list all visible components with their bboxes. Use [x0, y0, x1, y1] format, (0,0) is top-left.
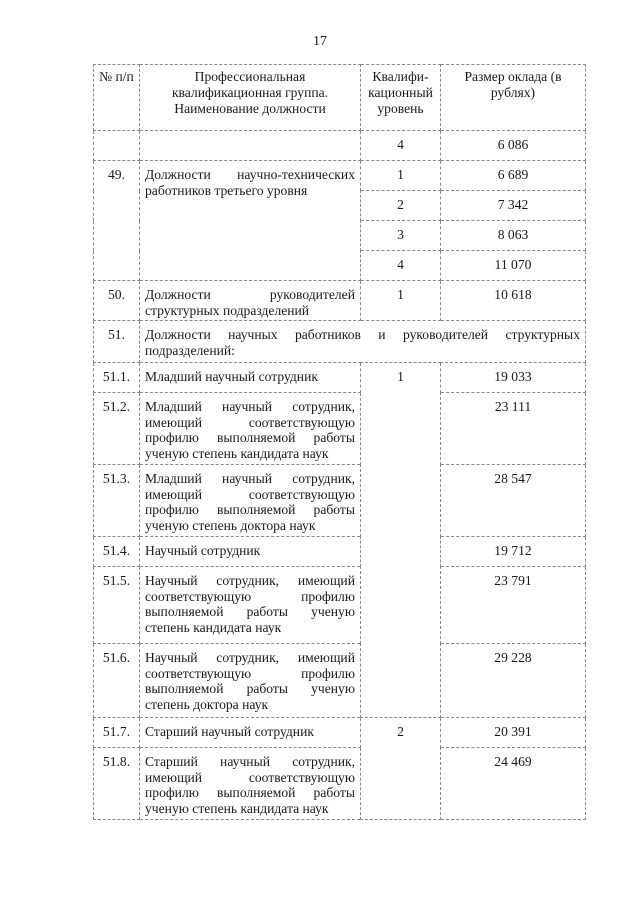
row-name: Должности руководителей структурных подразделений — [140, 281, 361, 321]
row-salary: 8 063 — [441, 221, 586, 251]
row-number: 51. — [94, 321, 140, 363]
row-salary: 24 469 — [441, 748, 586, 820]
row-level: 2 — [361, 191, 441, 221]
row-salary: 20 391 — [441, 718, 586, 748]
row-salary: 29 228 — [441, 644, 586, 718]
row-name: Научный сотрудник, имеющий соответствующую профилю выполняемой работы ученую степень доктора наук — [140, 644, 361, 718]
table-row — [94, 161, 586, 191]
row-number: 51.4. — [94, 537, 140, 567]
table-row — [94, 281, 586, 321]
row-level: 4 — [361, 251, 441, 281]
header-number: № п/п — [94, 65, 140, 131]
salary-table — [93, 64, 586, 820]
row-name: Старший научный сотрудник, имеющий соответствующую профилю выполняемой работы ученую степень кандидата наук — [140, 748, 361, 820]
row-name: Младший научный сотрудник, имеющий соответствующую профилю выполняемой работы ученую степень кандидата наук — [140, 393, 361, 465]
row-number: 51.5. — [94, 567, 140, 644]
row-salary: 11 070 — [441, 251, 586, 281]
row-salary: 6 086 — [441, 131, 586, 161]
row-salary: 10 618 — [441, 281, 586, 321]
row-number: 51.2. — [94, 393, 140, 465]
header-level: Квалифи-кационный уровень — [361, 65, 441, 131]
table-row — [94, 465, 586, 537]
row-name: Должности научных работников и руководителей структурных подразделений: — [140, 321, 586, 363]
row-name: Должности научно-технических работников третьего уровня — [140, 161, 361, 281]
row-level: 3 — [361, 221, 441, 251]
row-number: 51.7. — [94, 718, 140, 748]
row-name: Младший научный сотрудник, имеющий соответствующую профилю выполняемой работы ученую степень доктора наук — [140, 465, 361, 537]
table-row — [94, 567, 586, 644]
table-row — [94, 644, 586, 718]
row-level: 1 — [361, 161, 441, 191]
row-name: Научный сотрудник, имеющий соответствующую профилю выполняемой работы ученую степень кандидата наук — [140, 567, 361, 644]
row-name — [140, 131, 361, 161]
row-salary: 19 712 — [441, 537, 586, 567]
row-salary: 28 547 — [441, 465, 586, 537]
row-level: 4 — [361, 131, 441, 161]
row-number: 51.3. — [94, 465, 140, 537]
row-name: Научный сотрудник — [140, 537, 361, 567]
row-number: 51.8. — [94, 748, 140, 820]
row-number — [94, 131, 140, 161]
row-level: 2 — [361, 718, 441, 820]
row-name: Младший научный сотрудник — [140, 363, 361, 393]
table-row — [94, 718, 586, 748]
table-row — [94, 393, 586, 465]
table-row — [94, 748, 586, 820]
row-number: 49. — [94, 161, 140, 281]
header-salary: Размер оклада (в рублях) — [441, 65, 586, 131]
row-name: Старший научный сотрудник — [140, 718, 361, 748]
row-salary: 23 791 — [441, 567, 586, 644]
row-number: 50. — [94, 281, 140, 321]
table-row — [94, 131, 586, 161]
page-number: 17 — [313, 34, 327, 49]
row-level: 1 — [361, 363, 441, 718]
row-salary: 6 689 — [441, 161, 586, 191]
row-salary: 7 342 — [441, 191, 586, 221]
row-salary: 23 111 — [441, 393, 586, 465]
table-row — [94, 321, 586, 363]
row-number: 51.6. — [94, 644, 140, 718]
row-level: 1 — [361, 281, 441, 321]
row-salary: 19 033 — [441, 363, 586, 393]
header-name: Профессиональная квалификационная группа. Наименование должности — [140, 65, 361, 131]
table-header-row — [94, 65, 586, 131]
row-number: 51.1. — [94, 363, 140, 393]
table-row — [94, 537, 586, 567]
table-row — [94, 363, 586, 393]
